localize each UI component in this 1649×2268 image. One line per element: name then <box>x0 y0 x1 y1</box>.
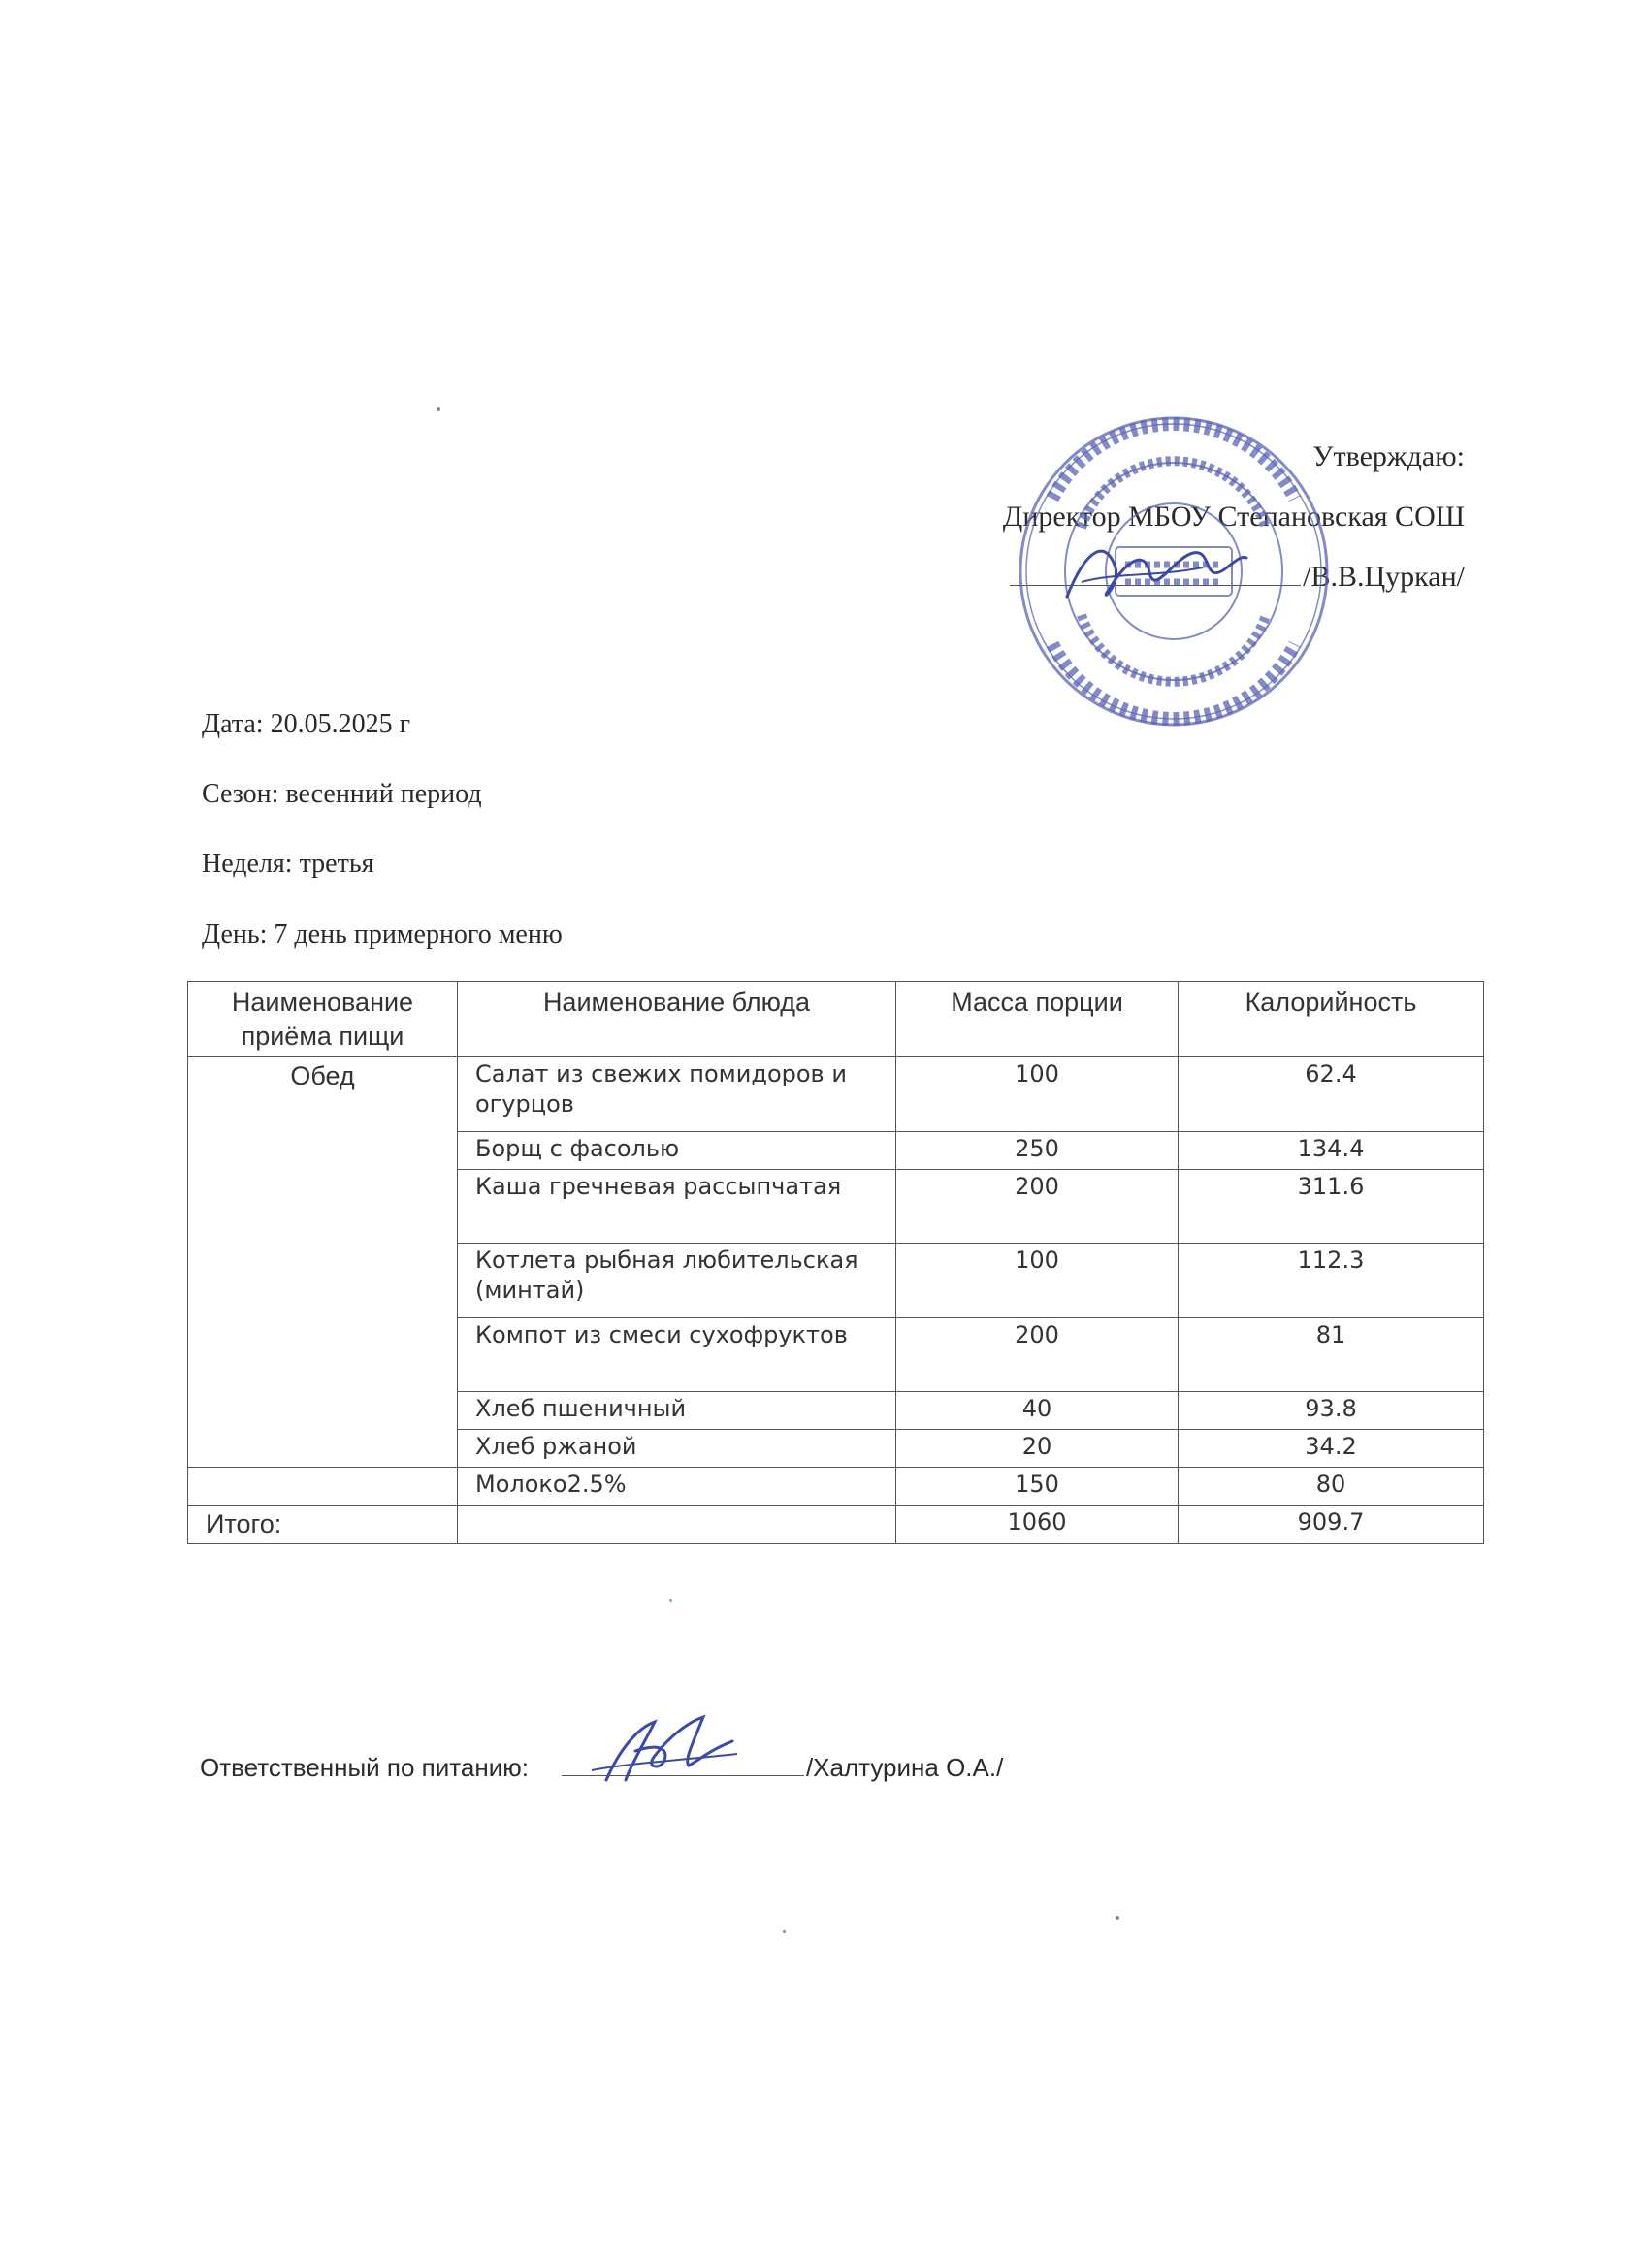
date-line: Дата: 20.05.2025 г <box>202 709 411 739</box>
dish-mass: 200 <box>896 1170 1179 1244</box>
scan-speck <box>783 1930 786 1933</box>
empty-meal-cell <box>188 1468 458 1506</box>
scan-speck <box>436 407 440 411</box>
dish-mass: 200 <box>896 1318 1179 1392</box>
header-mass: Масса порции <box>896 982 1179 1057</box>
table-row <box>188 1468 1484 1506</box>
total-row <box>188 1506 1484 1544</box>
dish-mass: 20 <box>896 1430 1179 1468</box>
approval-heading: Утверждаю: <box>1312 440 1465 472</box>
dish-kcal: 134.4 <box>1179 1132 1484 1170</box>
dish-name: Молоко2.5% <box>458 1468 896 1506</box>
header-kcal: Калорийность <box>1179 982 1484 1057</box>
dish-kcal: 311.6 <box>1179 1170 1484 1244</box>
dish-name: Борщ с фасолью <box>458 1132 896 1170</box>
dish-name: Хлеб пшеничный <box>458 1392 896 1430</box>
responsible-name: /Халтурина О.А./ <box>805 1753 1004 1782</box>
dish-kcal: 62.4 <box>1179 1057 1484 1132</box>
total-kcal: 909.7 <box>1179 1506 1484 1544</box>
meal-name: Обед <box>188 1057 458 1468</box>
dish-kcal: 80 <box>1179 1468 1484 1506</box>
dish-name: Компот из смеси сухофруктов <box>458 1318 896 1392</box>
season-line: Сезон: весенний период <box>202 779 482 809</box>
table-header-row <box>188 982 1484 1057</box>
total-empty-cell <box>458 1506 896 1544</box>
dish-mass: 150 <box>896 1468 1179 1506</box>
responsible-signature <box>587 1707 742 1790</box>
header-meal: Наименование приёма пищи <box>188 982 458 1057</box>
dish-name: Хлеб ржаной <box>458 1430 896 1468</box>
dish-mass: 100 <box>896 1244 1179 1318</box>
total-mass: 1060 <box>896 1506 1179 1544</box>
dish-mass: 40 <box>896 1392 1179 1430</box>
dish-name: Котлета рыбная любительская (минтай) <box>458 1244 896 1318</box>
director-name: /В.В.Цуркан/ <box>1303 561 1465 593</box>
dish-mass: 250 <box>896 1132 1179 1170</box>
day-line: День: 7 день примерного меню <box>202 920 563 950</box>
scan-speck <box>669 1599 672 1602</box>
dish-kcal: 112.3 <box>1179 1244 1484 1318</box>
dish-kcal: 93.8 <box>1179 1392 1484 1430</box>
dish-name: Каша гречневая рассыпчатая <box>458 1170 896 1244</box>
dish-kcal: 34.2 <box>1179 1430 1484 1468</box>
director-position: Директор МБОУ Степановская СОШ <box>1002 501 1465 533</box>
week-line: Неделя: третья <box>202 849 374 879</box>
menu-table <box>187 981 1484 1544</box>
table-row <box>188 1057 1484 1132</box>
dish-kcal: 81 <box>1179 1318 1484 1392</box>
total-label: Итого: <box>188 1506 458 1544</box>
scan-speck <box>1116 1916 1119 1920</box>
responsible-label: Ответственный по питанию: <box>200 1753 529 1782</box>
header-dish: Наименование блюда <box>458 982 896 1057</box>
dish-mass: 100 <box>896 1057 1179 1132</box>
director-signature <box>1057 529 1251 616</box>
dish-name: Салат из свежих помидоров и огурцов <box>458 1057 896 1132</box>
